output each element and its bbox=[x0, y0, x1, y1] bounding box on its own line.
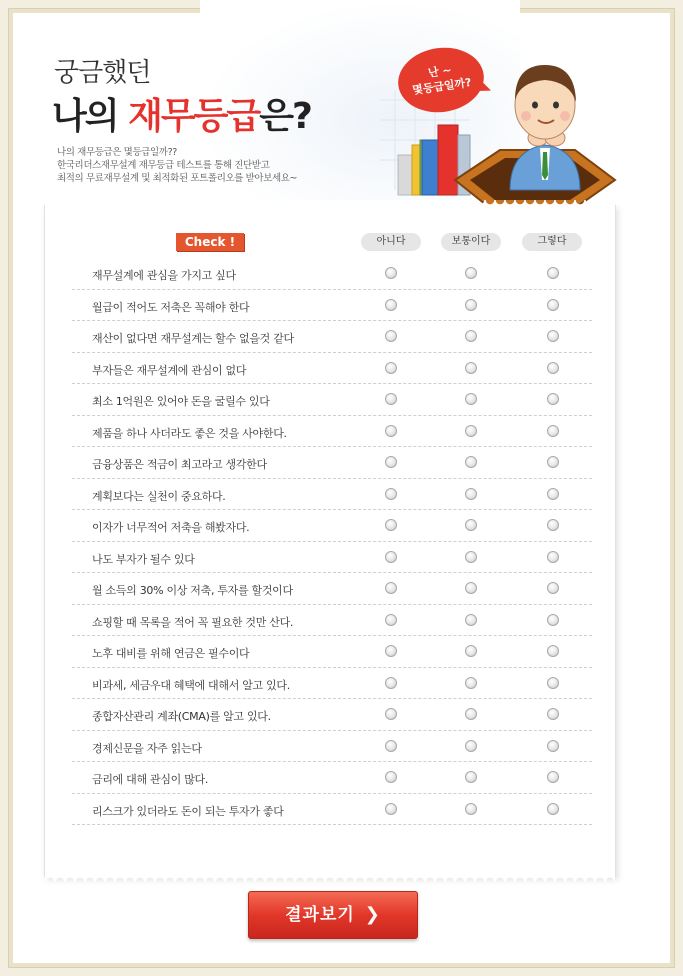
table-row bbox=[72, 321, 592, 353]
table-row bbox=[72, 573, 592, 605]
radio-no[interactable] bbox=[385, 771, 397, 783]
table-row bbox=[72, 510, 592, 542]
radio-neutral[interactable] bbox=[465, 677, 477, 689]
question-text: 노후 대비를 위해 연금은 필수이다 bbox=[92, 647, 250, 660]
radio-no[interactable] bbox=[385, 582, 397, 594]
question-text: 쇼핑할 때 목록을 적어 꼭 필요한 것만 산다. bbox=[92, 615, 294, 629]
question-text: 금리에 대해 관심이 많다. bbox=[92, 773, 209, 786]
table-row bbox=[72, 605, 592, 637]
desc-line: 한국리더스재무설계 재무등급 테스트를 통해 진단받고 bbox=[57, 160, 270, 171]
header-subtitle: 궁금했던 bbox=[54, 58, 151, 88]
table-row bbox=[72, 258, 592, 290]
radio-neutral[interactable] bbox=[465, 299, 477, 311]
radio-neutral[interactable] bbox=[465, 771, 477, 783]
radio-no[interactable] bbox=[385, 677, 397, 689]
radio-yes[interactable] bbox=[547, 740, 559, 752]
question-list bbox=[72, 258, 592, 825]
table-row bbox=[72, 447, 592, 479]
radio-no[interactable] bbox=[385, 488, 397, 500]
radio-no[interactable] bbox=[385, 803, 397, 815]
question-text: 경제신문을 자주 읽는다 bbox=[92, 741, 202, 755]
check-badge: Check ! bbox=[176, 233, 244, 251]
radio-yes[interactable] bbox=[547, 551, 559, 563]
title-prefix: 나의 bbox=[52, 96, 129, 137]
header-description bbox=[57, 146, 357, 185]
question-text: 부자들은 재무설계에 관심이 없다 bbox=[92, 363, 247, 377]
radio-neutral[interactable] bbox=[465, 519, 477, 531]
radio-yes[interactable] bbox=[547, 614, 559, 626]
table-row bbox=[72, 699, 592, 731]
radio-no[interactable] bbox=[385, 519, 397, 531]
table-row bbox=[72, 731, 592, 763]
page-title bbox=[52, 88, 311, 139]
title-highlight: 재무등급 bbox=[128, 96, 260, 137]
radio-neutral[interactable] bbox=[465, 362, 477, 374]
radio-neutral[interactable] bbox=[465, 456, 477, 468]
character-illustration bbox=[360, 30, 620, 215]
radio-no[interactable] bbox=[385, 645, 397, 657]
question-text: 제품을 하나 사더라도 좋은 것을 사야한다. bbox=[92, 426, 287, 440]
radio-no[interactable] bbox=[385, 299, 397, 311]
radio-no[interactable] bbox=[385, 425, 397, 437]
radio-neutral[interactable] bbox=[465, 740, 477, 752]
radio-yes[interactable] bbox=[547, 519, 559, 531]
radio-yes[interactable] bbox=[547, 708, 559, 720]
chevron-right-icon: ❯ bbox=[364, 904, 381, 925]
question-text: 재무설계에 관심을 가지고 싶다 bbox=[92, 269, 236, 282]
radio-yes[interactable] bbox=[547, 677, 559, 689]
desc-line: 나의 재무등급은 몇등급일까?? bbox=[57, 147, 177, 158]
column-header-no: 아니다 bbox=[361, 233, 421, 251]
radio-no[interactable] bbox=[385, 708, 397, 720]
table-row bbox=[72, 290, 592, 322]
radio-no[interactable] bbox=[385, 614, 397, 626]
table-row bbox=[72, 479, 592, 511]
radio-no[interactable] bbox=[385, 362, 397, 374]
radio-no[interactable] bbox=[385, 740, 397, 752]
radio-yes[interactable] bbox=[547, 393, 559, 405]
table-row bbox=[72, 353, 592, 385]
question-text: 비과세, 세금우대 혜택에 대해서 알고 있다. bbox=[92, 678, 290, 692]
radio-yes[interactable] bbox=[547, 645, 559, 657]
radio-neutral[interactable] bbox=[465, 614, 477, 626]
radio-neutral[interactable] bbox=[465, 330, 477, 342]
radio-yes[interactable] bbox=[547, 299, 559, 311]
view-result-button[interactable] bbox=[248, 891, 418, 939]
question-text: 재산이 없다면 재무설계는 할수 없을것 같다 bbox=[92, 332, 294, 345]
question-text: 종합자산관리 계좌(CMA)를 알고 있다. bbox=[92, 710, 271, 723]
radio-yes[interactable] bbox=[547, 456, 559, 468]
radio-neutral[interactable] bbox=[465, 393, 477, 405]
radio-neutral[interactable] bbox=[465, 708, 477, 720]
radio-no[interactable] bbox=[385, 551, 397, 563]
radio-no[interactable] bbox=[385, 267, 397, 279]
question-text: 최소 1억원은 있어야 돈을 굴릴수 있다 bbox=[92, 395, 270, 408]
radio-yes[interactable] bbox=[547, 582, 559, 594]
header bbox=[0, 0, 683, 215]
desc-line: 최적의 무료재무설계 및 최적화된 포트폴리오를 받아보세요~ bbox=[57, 173, 298, 184]
table-row bbox=[72, 762, 592, 794]
table-row bbox=[72, 794, 592, 826]
question-text: 리스크가 있더라도 돈이 되는 투자가 좋다 bbox=[92, 804, 284, 818]
radio-neutral[interactable] bbox=[465, 582, 477, 594]
radio-no[interactable] bbox=[385, 456, 397, 468]
table-row bbox=[72, 542, 592, 574]
radio-neutral[interactable] bbox=[465, 425, 477, 437]
question-text: 월급이 적어도 저축은 꼭해야 한다 bbox=[92, 300, 250, 314]
radio-no[interactable] bbox=[385, 393, 397, 405]
radio-yes[interactable] bbox=[547, 425, 559, 437]
radio-neutral[interactable] bbox=[465, 645, 477, 657]
radio-neutral[interactable] bbox=[465, 551, 477, 563]
radio-yes[interactable] bbox=[547, 803, 559, 815]
view-result-label: 결과보기 bbox=[285, 905, 355, 925]
bubble-line: 난 ~ bbox=[427, 63, 453, 80]
question-text: 나도 부자가 될수 있다 bbox=[92, 552, 195, 566]
column-header-neutral: 보통이다 bbox=[441, 233, 501, 251]
radio-yes[interactable] bbox=[547, 771, 559, 783]
bubble-line: 몇등급일까? bbox=[411, 75, 473, 98]
radio-neutral[interactable] bbox=[465, 488, 477, 500]
survey-card bbox=[44, 205, 616, 877]
radio-neutral[interactable] bbox=[465, 267, 477, 279]
radio-no[interactable] bbox=[385, 330, 397, 342]
title-suffix: 은? bbox=[259, 96, 311, 137]
question-text: 월 소득의 30% 이상 저축, 투자를 할것이다 bbox=[92, 584, 293, 597]
table-row bbox=[72, 636, 592, 668]
radio-neutral[interactable] bbox=[465, 803, 477, 815]
radio-yes[interactable] bbox=[547, 267, 559, 279]
question-text: 이자가 너무적어 저축을 해봤자다. bbox=[92, 521, 250, 534]
table-row bbox=[72, 416, 592, 448]
table-row bbox=[72, 668, 592, 700]
radio-yes[interactable] bbox=[547, 362, 559, 374]
radio-yes[interactable] bbox=[547, 488, 559, 500]
table-row bbox=[72, 384, 592, 416]
radio-yes[interactable] bbox=[547, 330, 559, 342]
question-text: 금융상품은 적금이 최고라고 생각한다 bbox=[92, 458, 267, 471]
question-text: 계획보다는 실천이 중요하다. bbox=[92, 489, 226, 503]
column-header-yes: 그렇다 bbox=[522, 233, 582, 251]
